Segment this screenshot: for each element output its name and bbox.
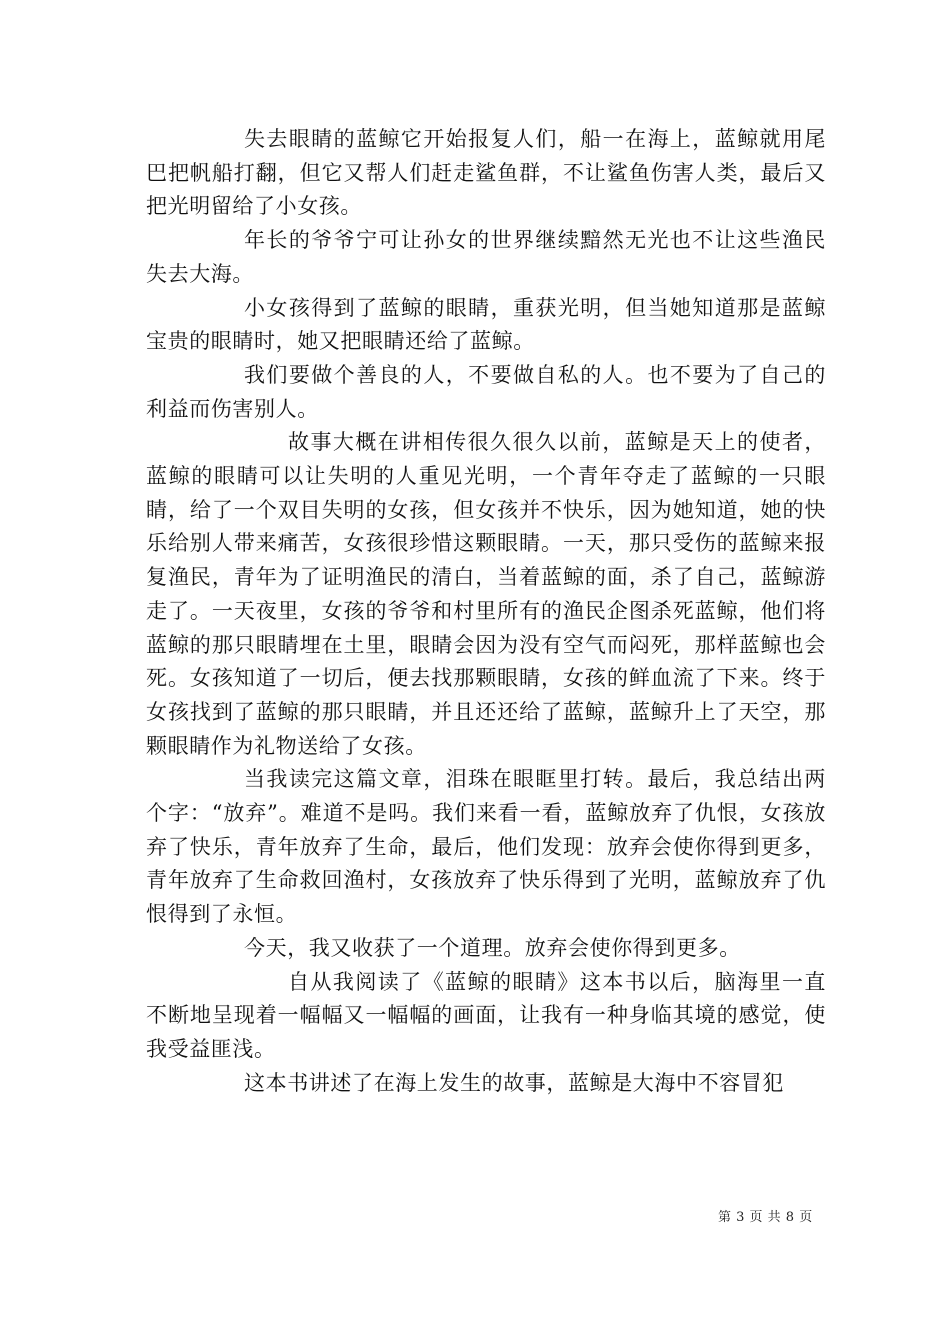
paragraph-5: 故事大概在讲相传很久很久以前，蓝鲸是天上的使者，蓝鲸的眼睛可以让失明的人重见光明，一个青年夺走了蓝鲸的一只眼睛，给了一个双目失明的女孩，但女孩并不快乐，因为她知道，她的快乐给别人带来痛苦，女孩很珍惜这颗眼睛。一天，那只受伤的蓝鲸来报复渔民，青年为了证明渔民的清白，当着蓝鲸的面，杀了自己，蓝鲸游走了。一天夜里，女孩的爷爷和村里所有的渔民企图杀死蓝鲸，他们将蓝鲸的那只眼睛埋在土里，眼睛会因为没有空气而闷死，那样蓝鲸也会死。女孩知道了一切后，便去找那颗眼睛，女孩的鲜血流了下来。终于女孩找到了蓝鲸的那只眼睛，并且还还给了蓝鲸，蓝鲸升上了天空，那颗眼睛作为礼物送给了女孩。 bbox=[146, 430, 826, 758]
paragraph-2: 年长的爷爷宁可让孙女的世界继续黯然无光也不让这些渔民失去大海。 bbox=[146, 228, 826, 286]
paragraph-4: 我们要做个善良的人，不要做自私的人。也不要为了自己的利益而伤害别人。 bbox=[146, 362, 826, 421]
paragraph-1: 失去眼睛的蓝鲸它开始报复人们，船一在海上，蓝鲸就用尾巴把帆船打翻，但它又帮人们赶走鲨鱼群，不让鲨鱼伤害人类，最后又把光明留给了小女孩。 bbox=[146, 127, 826, 219]
paragraph-7: 今天，我又收获了一个道理。放弃会使你得到更多。 bbox=[244, 935, 741, 960]
paragraph-6: 当我读完这篇文章，泪珠在眼眶里打转。最后，我总结出两个字：“放弃”。难道不是吗。我们来看一看，蓝鲸放弃了仇恨，女孩放弃了快乐，青年放弃了生命，最后，他们发现：放弃会使你得到更多，青年放弃了生命救回渔村，女孩放弃了快乐得到了光明，蓝鲸放弃了仇恨得到了永恒。 bbox=[146, 767, 826, 927]
paragraph-9: 这本书讲述了在海上发生的故事，蓝鲸是大海中不容冒犯 bbox=[244, 1070, 784, 1095]
body-text bbox=[146, 123, 826, 1100]
paragraph-8: 自从我阅读了《蓝鲸的眼睛》这本书以后，脑海里一直不断地呈现着一幅幅又一幅幅的画面，让我有一种身临其境的感觉，使我受益匪浅。 bbox=[146, 969, 826, 1061]
page-number-footer: 第 3 页 共 8 页 bbox=[718, 1210, 813, 1225]
paragraph-3: 小女孩得到了蓝鲸的眼睛，重获光明，但当她知道那是蓝鲸宝贵的眼睛时，她又把眼睛还给了蓝鲸。 bbox=[146, 295, 826, 354]
